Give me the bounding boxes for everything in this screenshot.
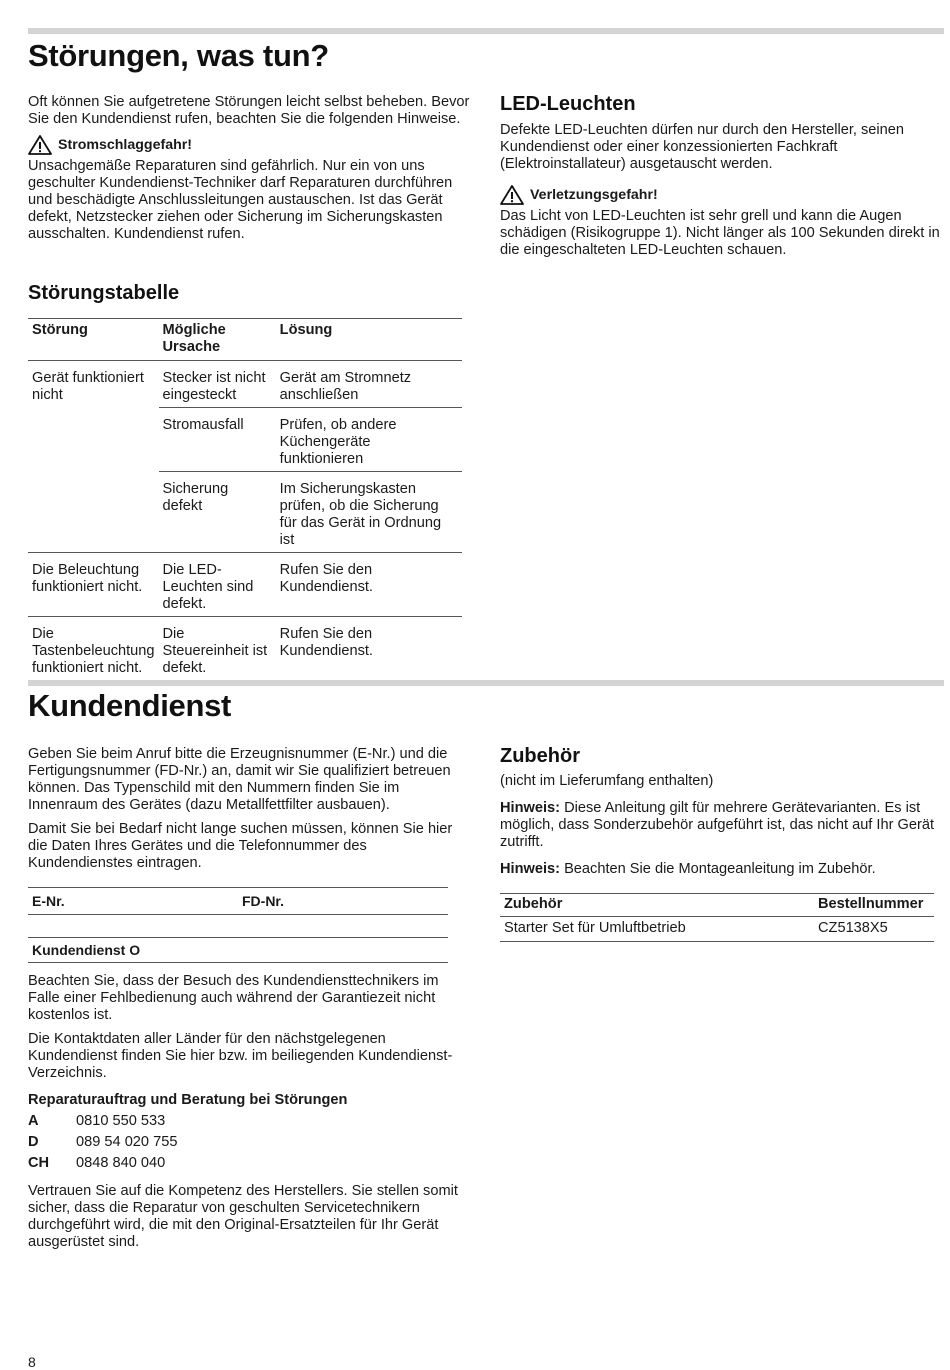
kundendienst-p4: Die Kontaktdaten aller Länder für den nächstgelegenen Kundendienst finden Sie hier bzw. im beiliegenden Kundendienst-Verzeichnis.: [28, 1031, 453, 1081]
table-cell-stoerung: Gerät funktioniert nicht: [28, 361, 159, 553]
hinweis-1: [500, 800, 942, 851]
table-cell-loesung: Rufen Sie den Kundendienst.: [276, 553, 462, 617]
table-row: [28, 617, 462, 681]
phone-number: 089 54 020 755: [76, 1134, 178, 1150]
form-line-middle: [28, 914, 448, 915]
zubehoer-block: [500, 773, 942, 885]
table-cell-ursache: Stecker ist nicht eingesteckt: [159, 361, 276, 408]
warning-electric-text: Unsachgemäße Reparaturen sind gefährlich. Nur ein von uns geschulter Kundendienst-Techniker darf Reparaturen durchführen und beschädigte Anschlussleitungen austauschen. Ist das Gerät defekt, Netzstecker ziehen oder Sicherung im Sicherungskasten ausschalten. Kundendienst rufen.: [28, 158, 453, 242]
phone-country: D: [28, 1134, 39, 1150]
kundendienst-p2: Damit Sie bei Bedarf nicht lange suchen müssen, können Sie hier die Daten Ihres Gerätes und die Telefonnummer des Kundendienstes eintragen.: [28, 821, 453, 871]
led-text: Defekte LED-Leuchten dürfen nur durch den Hersteller, seinen Kundendienst oder einer konzessionierten Fachkraft (Elektroinstallateur) ausgetauscht werden.: [500, 122, 904, 172]
intro-text: Oft können Sie aufgetretene Störungen leicht selbst beheben. Bevor Sie den Kundendienst rufen, beachten Sie die folgenden Hinweise.: [28, 94, 470, 127]
warning-triangle-icon: [500, 185, 524, 205]
table-header-cell: Bestellnummer: [814, 894, 934, 917]
kundendienst-p5: Vertrauen Sie auf die Kompetenz des Herstellers. Sie stellen somit sicher, dass die Reparatur von geschulten Servicetechnikern durchgeführt wird, die mit den Original-Ersatzteilen für Ihr Gerät ausgerüstet sind.: [28, 1183, 458, 1250]
led-block: [500, 122, 940, 266]
table-cell-loesung: Rufen Sie den Kundendienst.: [276, 617, 462, 681]
form-label-fdnr: FD-Nr.: [242, 893, 284, 909]
zubehoer-table: [500, 893, 934, 942]
section-title-kundendienst: Kundendienst: [28, 688, 232, 723]
table-row: [500, 917, 934, 942]
led-title: LED-Leuchten: [500, 93, 636, 115]
phone-row: [28, 1134, 474, 1151]
hinweis-2: [500, 861, 942, 878]
phone-row: [28, 1113, 474, 1130]
table-cell-ursache: Sicherung defekt: [159, 472, 276, 553]
phone-row: [28, 1155, 474, 1172]
table-header-cell: Lösung: [276, 319, 462, 361]
table-header-cell: Zubehör: [500, 894, 814, 917]
warning-electric-title: [28, 135, 472, 155]
table-cell-ursache: Stromausfall: [159, 408, 276, 472]
page-number: 8: [28, 1354, 36, 1370]
table-cell-stoerung: Die Tastenbeleuchtung funktioniert nicht.: [28, 617, 159, 681]
stoerungstabelle-title: Störungstabelle: [28, 282, 180, 304]
warning-injury-text: Das Licht von LED-Leuchten ist sehr grell und kann die Augen schädigen (Risikogruppe 1). Nicht länger als 100 Sekunden direkt in die eingeschalteten LED-Leuchten schauen.: [500, 208, 940, 258]
repair-title: Reparaturauftrag und Beratung bei Störungen: [28, 1092, 348, 1108]
phone-country: A: [28, 1113, 39, 1129]
kundendienst-details-block: [28, 973, 474, 1258]
warning-injury-title: [500, 185, 940, 205]
zubehoer-subtitle: (nicht im Lieferumfang enthalten): [500, 773, 714, 789]
table-cell-ursache: Die LED-Leuchten sind defekt.: [159, 553, 276, 617]
table-cell-stoerung: Die Beleuchtung funktioniert nicht.: [28, 553, 159, 617]
hinweis-label: Hinweis:: [500, 861, 561, 877]
table-header-cell: Störung: [28, 319, 159, 361]
stoerungen-intro-block: [28, 94, 472, 250]
phone-country: CH: [28, 1155, 50, 1171]
form-label-enr: E-Nr.: [32, 893, 65, 909]
table-row: [28, 361, 462, 408]
table-cell-loesung: Prüfen, ob andere Küchengeräte funktionieren: [276, 408, 462, 472]
phone-number: 0810 550 533: [76, 1113, 166, 1129]
form-line-kd-top: [28, 937, 448, 938]
section-divider-kundendienst: [28, 680, 944, 686]
table-cell-zubehoer: Starter Set für Umluftbetrieb: [500, 917, 814, 942]
warning-electric-label: Stromschlaggefahr!: [58, 136, 193, 153]
table-cell-loesung: Im Sicherungskasten prüfen, ob die Sicherung für das Gerät in Ordnung ist: [276, 472, 462, 553]
hinweis-2-text: Beachten Sie die Montageanleitung im Zubehör.: [564, 861, 876, 877]
warning-triangle-icon: [28, 135, 52, 155]
kundendienst-intro-block: [28, 746, 472, 879]
kundendienst-p1: Geben Sie beim Anruf bitte die Erzeugnisnummer (E-Nr.) und die Fertigungsnummer (FD-Nr.) an, damit wir Sie qualifiziert betreuen können. Das Typenschild mit den Nummern finden Sie im Innenraum des Gerätes (dazu Metallfettfilter ausbauen).: [28, 746, 451, 813]
table-header-row: [500, 894, 934, 917]
form-label-kundendienst: Kundendienst O: [32, 942, 141, 958]
phone-number: 0848 840 040: [76, 1155, 166, 1171]
table-cell-loesung: Gerät am Stromnetz anschließen: [276, 361, 462, 408]
stoerungstabelle: [28, 318, 462, 681]
kundendienst-p3: Beachten Sie, dass der Besuch des Kundendiensttechnikers im Falle einer Fehlbedienung auch während der Garantiezeit nicht kostenlos ist.: [28, 973, 439, 1023]
table-header-cell: Mögliche Ursache: [159, 319, 276, 361]
table-row: [28, 553, 462, 617]
zubehoer-title: Zubehör: [500, 745, 580, 767]
section-divider-top: [28, 28, 944, 34]
hinweis-1-text: Diese Anleitung gilt für mehrere Gerätevarianten. Es ist möglich, dass Sonderzubehör aufgeführt ist, das nicht auf Ihr Gerät zutrifft.: [500, 800, 935, 850]
table-header-row: [28, 319, 462, 361]
table-cell-ursache: Die Steuereinheit ist defekt.: [159, 617, 276, 681]
table-cell-bestellnummer: CZ5138X5: [814, 917, 934, 942]
hinweis-label: Hinweis:: [500, 800, 561, 816]
form-line-bottom: [28, 962, 448, 963]
section-title-stoerungen: Störungen, was tun?: [28, 38, 329, 73]
warning-injury-label: Verletzungsgefahr!: [530, 186, 658, 203]
form-line-top: [28, 887, 448, 888]
